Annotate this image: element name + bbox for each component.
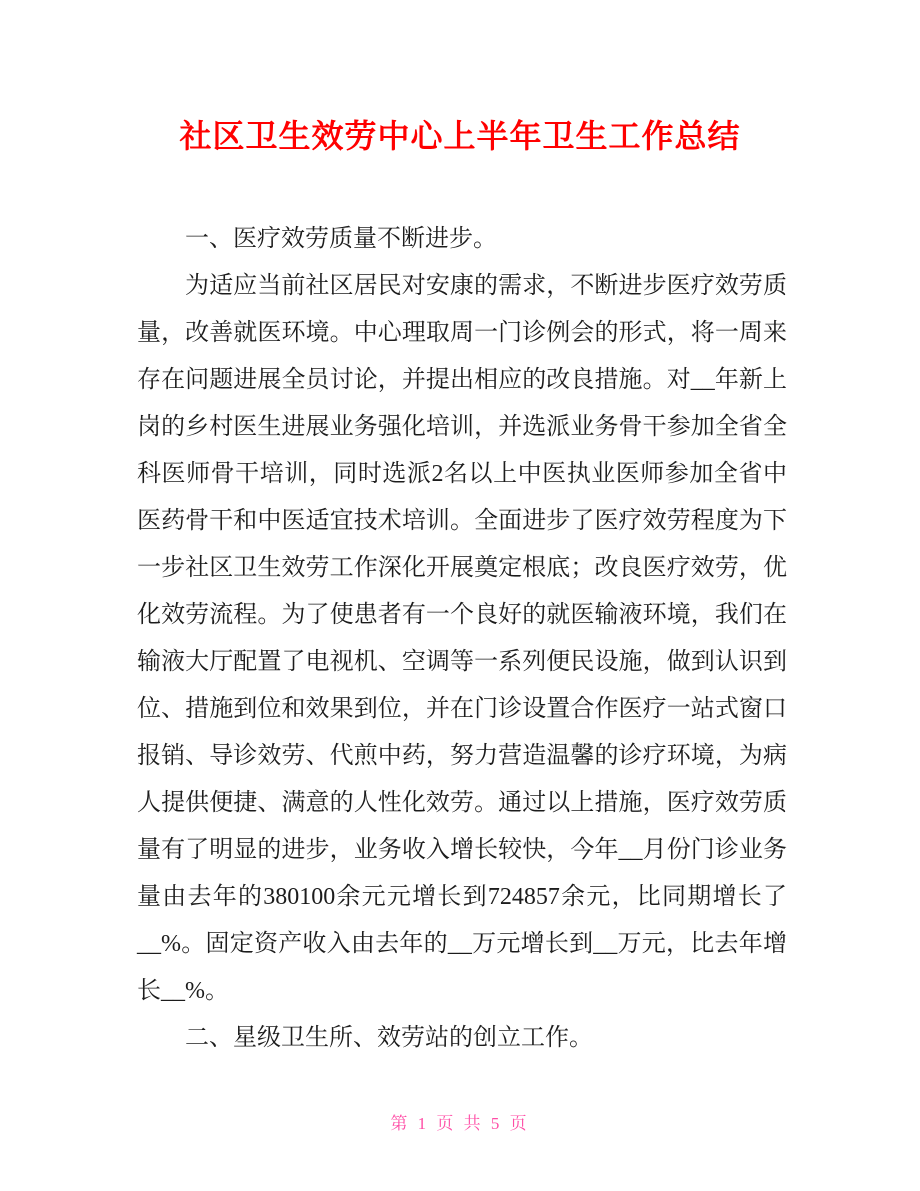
document-body xyxy=(137,216,787,1062)
document-title: 社区卫生效劳中心上半年卫生工作总结 xyxy=(179,118,741,154)
page-number-footer: 第 1 页 共 5 页 xyxy=(390,1114,530,1133)
section-two-heading: 二、星级卫生所、效劳站的创立工作。 xyxy=(185,1025,593,1051)
body-paragraph: 为适应当前社区居民对安康的需求，不断进步医疗效劳质量，改善就医环境。中心理取周一门诊例会的形式，将一周来存在问题进展全员讨论，并提出相应的改良措施。对__年新上岗的乡村医生进展业务强化培训，并选派业务骨干参加全省全科医师骨干培训，同时选派2名以上中医执业医师参加全省中医药骨干和中医适宜技术培训。全面进步了医疗效劳程度为下一步社区卫生效劳工作深化开展奠定根底；改良医疗效劳，优化效劳流程。为了使患者有一个良好的就医输液环境，我们在输液大厅配置了电视机、空调等一系列便民设施，做到认识到位、措施到位和效果到位，并在门诊设置合作医疗一站式窗口报销、导诊效劳、代煎中药，努力营造温馨的诊疗环境，为病人提供便捷、满意的人性化效劳。通过以上措施，医疗效劳质量有了明显的进步，业务收入增长较快，今年__月份门诊业务量由去年的380100余元元增长到724857余元，比同期增长了__%。固定资产收入由去年的__万元增长到__万元，比去年增长__%。 xyxy=(137,273,787,1004)
section-one-heading: 一、医疗效劳质量不断进步。 xyxy=(185,226,497,252)
